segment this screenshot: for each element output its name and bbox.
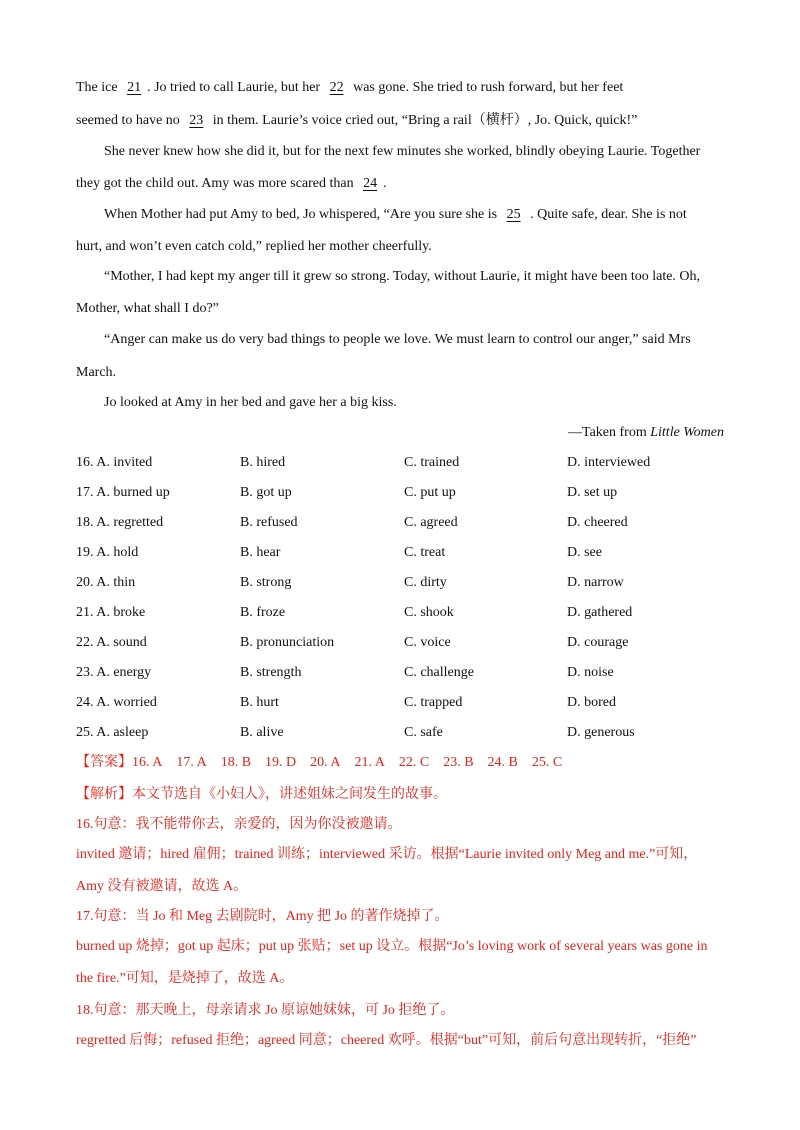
answer-items [132,755,576,770]
option-item: D. see [567,545,602,560]
option-item: B. pronunciation [240,635,335,650]
option-item: B. alive [240,725,284,740]
text: seemed to have no [76,113,184,128]
answer-item: 21. A [354,755,385,770]
option-item: D. set up [567,485,618,500]
text: When Mother had put Amy to bed, Jo whispered, “Are you sure she is [104,207,501,222]
option-item: B. refused [240,515,298,530]
passage-line-8: Mother, what shall I do?” [76,301,219,316]
text: was gone. She tried to rush forward, but her feet [349,80,624,95]
passage-line-5 [104,206,754,224]
option-row [76,544,736,562]
option-item: 20. A. thin [76,575,136,590]
passage-line-11: Jo looked at Amy in her bed and gave her a big kiss. [104,395,397,410]
option-item: C. treat [404,545,446,560]
source-title: Little Women [650,425,724,440]
analysis-16-vocab: invited 邀请；hired 雇佣；trained 训练；interviewed 采访。根据“Laurie invited only Meg and me.”可知， [76,847,698,862]
option-row [76,484,736,502]
text: in them. Laurie’s voice cried out, “Bring a rail（横杆）, Jo. Quick, quick!” [209,113,638,128]
passage-line-4 [76,175,726,193]
option-item: D. gathered [567,605,633,620]
option-item: B. strong [240,575,292,590]
option-item: 18. A. regretted [76,515,164,530]
option-row [76,514,736,532]
source-citation [568,424,724,442]
option-item: 19. A. hold [76,545,139,560]
option-item: 16. A. invited [76,455,153,470]
option-row [76,454,736,472]
text: . Jo tried to call Laurie, but her [147,80,324,95]
option-item: D. narrow [567,575,624,590]
option-item: C. trained [404,455,460,470]
option-item: C. trapped [404,695,463,710]
analysis-18-vocab: regretted 后悔；refused 拒绝；agreed 同意；cheered 欢呼。根据“but”可知，前后句意出现转折，“拒绝” [76,1033,697,1048]
answer-item: 25. C [531,755,563,770]
analysis-17-vocab: burned up 烧掉；got up 起床；put up 张贴；set up 设立。根据“Jo’s loving work of several years was gone in [76,939,708,954]
answer-item: 23. B [443,755,474,770]
option-item: C. dirty [404,575,447,590]
option-row [76,574,736,592]
option-row [76,604,736,622]
option-item: 17. A. burned up [76,485,170,500]
option-item: C. safe [404,725,443,740]
option-item: D. interviewed [567,455,651,470]
option-item: 21. A. broke [76,605,146,620]
blank-25: 25 [506,207,521,222]
text: . Quite safe, dear. She is not [526,207,687,222]
passage-line-6: hurt, and won’t even catch cold,” replied her mother cheerfully. [76,239,432,254]
option-item: B. hear [240,545,281,560]
option-item: B. hurt [240,695,279,710]
option-item: C. challenge [404,665,474,680]
source-prefix: —Taken from [568,425,651,440]
option-item: 25. A. asleep [76,725,149,740]
answer-line [76,754,576,772]
option-row [76,724,736,742]
answer-item: 16. A [132,755,163,770]
option-item: C. agreed [404,515,458,530]
text: they got the child out. Amy was more scared than [76,176,358,191]
analysis-18-meaning: 18.句意：那天晚上，母亲请求 Jo 原谅她妹妹，可 Jo 拒绝了。 [76,1003,455,1018]
analysis-16-meaning: 16.句意：我不能带你去，亲爱的，因为你没被邀请。 [76,817,402,832]
blank-24: 24 [363,176,378,191]
answer-item: 24. B [487,755,518,770]
option-row [76,634,736,652]
option-item: D. generous [567,725,635,740]
option-item: B. strength [240,665,302,680]
text: . [383,176,387,191]
answer-item: 19. D [265,755,297,770]
option-item: C. shook [404,605,454,620]
passage-line-7: “Mother, I had kept my anger till it grew so strong. Today, without Laurie, it might have been too late. Oh, [104,269,701,284]
analysis-16-conclusion: Amy 没有被邀请，故选 A。 [76,879,248,894]
option-item: 23. A. energy [76,665,152,680]
text: The ice [76,80,122,95]
option-row [76,694,736,712]
option-item: B. froze [240,605,286,620]
answer-item: 20. A [310,755,341,770]
option-item: C. voice [404,635,451,650]
analysis-intro: 【解析】本文节选自《小妇人》，讲述姐妹之间发生的故事。 [76,787,447,802]
answer-item: 18. B [220,755,252,770]
option-item: D. bored [567,695,616,710]
option-item: C. put up [404,485,456,500]
answer-item: 22. C [398,755,430,770]
passage-line-1 [76,79,726,97]
blank-22: 22 [329,80,344,95]
answer-label: 【答案】 [76,755,132,770]
option-item: D. cheered [567,515,628,530]
passage-line-2 [76,112,726,130]
analysis-17-meaning: 17.句意：当 Jo 和 Meg 去剧院时，Amy 把 Jo 的著作烧掉了。 [76,909,449,924]
option-item: 24. A. worried [76,695,157,710]
passage-line-3: She never knew how she did it, but for the next few minutes she worked, blindly obeying Laurie. Together [104,144,701,159]
answer-item: 17. A [176,755,207,770]
option-item: D. courage [567,635,629,650]
blank-21: 21 [127,80,142,95]
analysis-17-conclusion: the fire.”可知，是烧掉了，故选 A。 [76,971,294,986]
passage-line-10: March. [76,365,117,380]
option-item: 22. A. sound [76,635,147,650]
option-item: D. noise [567,665,614,680]
option-item: B. got up [240,485,292,500]
passage-line-9: “Anger can make us do very bad things to people we love. We must learn to control our anger,” said Mrs [104,332,691,347]
option-item: B. hired [240,455,286,470]
option-row [76,664,736,682]
blank-23: 23 [189,113,204,128]
